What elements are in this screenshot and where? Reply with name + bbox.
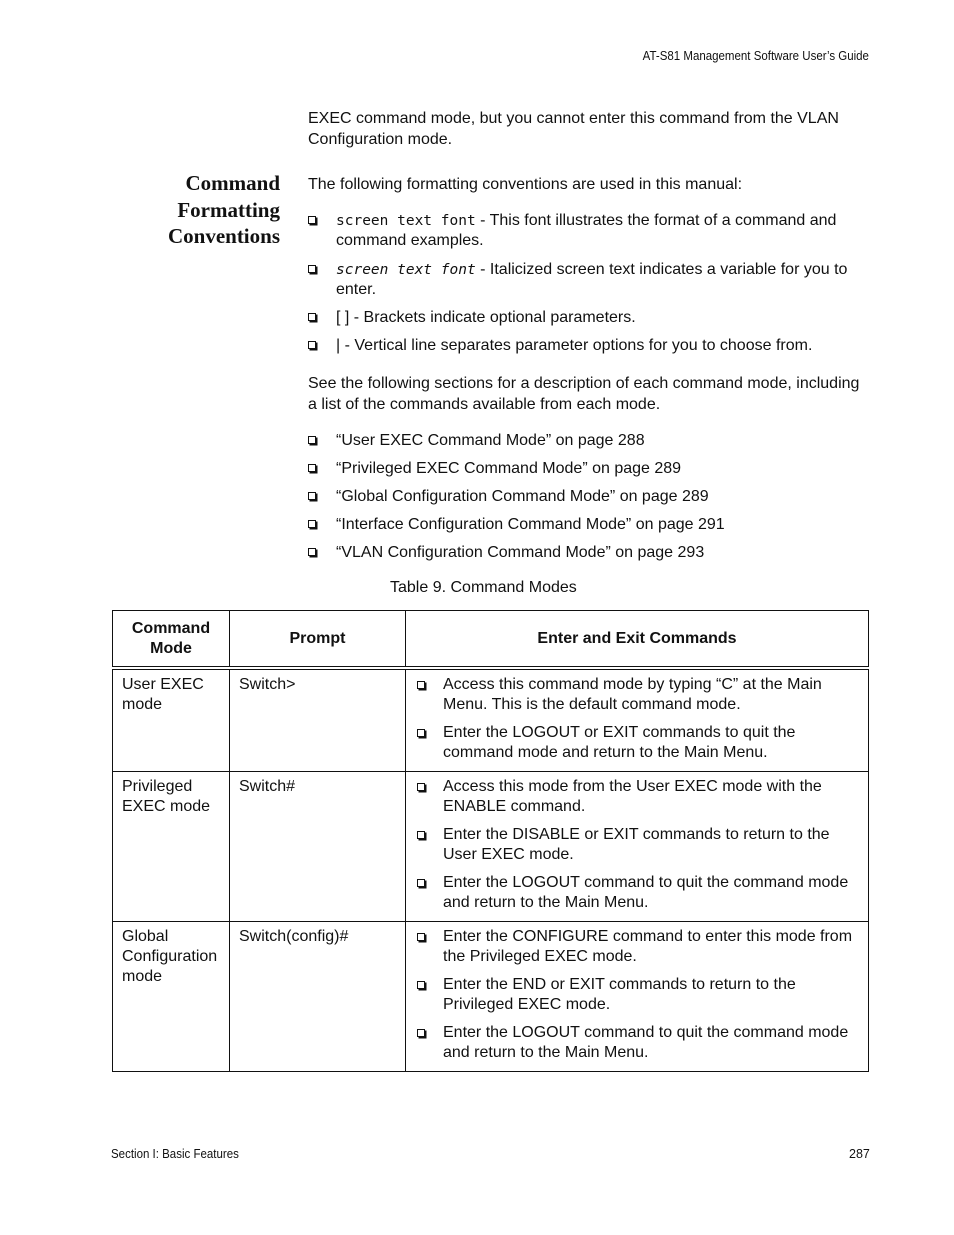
section-heading-line: Conventions xyxy=(167,224,280,248)
checkbox-bullet-icon xyxy=(308,341,316,349)
command-item xyxy=(415,675,860,715)
convention-desc: - Italicized screen text indicates a variable for you to enter. xyxy=(336,261,848,298)
cross-reference-link[interactable]: “Privileged EXEC Command Mode” on page 289 xyxy=(336,460,682,477)
footer-section: Section I: Basic Features xyxy=(111,1147,239,1161)
checkbox-bullet-icon xyxy=(417,831,425,839)
column-header-mode xyxy=(113,611,230,669)
checkbox-bullet-icon xyxy=(417,681,425,689)
checkbox-bullet-icon xyxy=(417,729,425,737)
mode-cell: Privileged EXEC mode xyxy=(113,772,230,922)
checkbox-bullet-icon xyxy=(308,313,316,321)
prompt-cell: Switch(config)# xyxy=(230,922,406,1072)
cross-reference-link[interactable]: “User EXEC Command Mode” on page 288 xyxy=(336,432,645,449)
command-item xyxy=(415,927,860,967)
mode-cell: Global Configuration mode xyxy=(113,922,230,1072)
convention-desc: [ ] - Brackets indicate optional parameters. xyxy=(336,309,636,326)
commands-cell xyxy=(406,772,869,922)
command-text: Enter the DISABLE or EXIT commands to return to the User EXEC mode. xyxy=(443,826,830,863)
command-item xyxy=(415,777,860,817)
section-lead: The following formatting conventions are used in this manual: xyxy=(308,176,743,193)
command-item xyxy=(415,873,860,913)
checkbox-bullet-icon xyxy=(308,520,316,528)
checkbox-bullet-icon xyxy=(308,436,316,444)
cross-reference-item xyxy=(308,515,868,535)
command-text: Enter the LOGOUT or EXIT commands to quit the command mode and return to the Main Menu. xyxy=(443,724,796,761)
convention-sample: screen text font xyxy=(336,262,476,278)
page-number: 287 xyxy=(849,1147,870,1161)
commands-cell xyxy=(406,922,869,1072)
convention-item xyxy=(308,211,868,251)
cross-reference-item xyxy=(308,543,868,563)
checkbox-bullet-icon xyxy=(417,933,425,941)
cross-reference-item xyxy=(308,459,868,479)
checkbox-bullet-icon xyxy=(417,879,425,887)
header-text: Mode xyxy=(150,639,192,657)
prompt-cell: Switch> xyxy=(230,668,406,772)
column-header-prompt: Prompt xyxy=(230,611,406,669)
convention-sample: screen text font xyxy=(336,213,476,229)
cross-reference-link[interactable]: “Interface Configuration Command Mode” on page 291 xyxy=(336,516,725,533)
table-row xyxy=(113,772,869,922)
command-text: Access this command mode by typing “C” at the Main Menu. This is the default command mode. xyxy=(443,676,822,713)
section-heading-line: Command xyxy=(185,171,280,195)
see-also-paragraph: See the following sections for a description of each command mode, including a list of the commands available from each mode. xyxy=(308,375,860,413)
checkbox-bullet-icon xyxy=(308,216,316,224)
table-caption: Table 9. Command Modes xyxy=(390,579,577,596)
column-header-commands: Enter and Exit Commands xyxy=(406,611,869,669)
table-header-row xyxy=(113,611,869,669)
section-heading xyxy=(80,170,280,250)
table-row xyxy=(113,668,869,772)
convention-item xyxy=(308,308,868,328)
checkbox-bullet-icon xyxy=(417,981,425,989)
cross-reference-link[interactable]: “VLAN Configuration Command Mode” on page 293 xyxy=(336,544,705,561)
running-header: AT-S81 Management Software User’s Guide xyxy=(642,49,869,63)
convention-item xyxy=(308,336,868,356)
prompt-cell: Switch# xyxy=(230,772,406,922)
checkbox-bullet-icon xyxy=(417,783,425,791)
header-text: Command xyxy=(131,619,211,637)
commands-cell xyxy=(406,668,869,772)
command-item xyxy=(415,1023,860,1063)
convention-desc: | - Vertical line separates parameter options for you to choose from. xyxy=(336,337,813,354)
cross-reference-link[interactable]: “Global Configuration Command Mode” on page 289 xyxy=(336,488,709,505)
checkbox-bullet-icon xyxy=(308,265,316,273)
command-text: Enter the LOGOUT command to quit the command mode and return to the Main Menu. xyxy=(443,874,849,911)
command-modes-table xyxy=(112,610,869,1072)
checkbox-bullet-icon xyxy=(308,464,316,472)
command-text: Enter the CONFIGURE command to enter this mode from the Privileged EXEC mode. xyxy=(443,928,853,965)
checkbox-bullet-icon xyxy=(308,548,316,556)
intro-paragraph: EXEC command mode, but you cannot enter this command from the VLAN Configuration mode. xyxy=(308,110,839,148)
cross-reference-item xyxy=(308,487,868,507)
convention-item xyxy=(308,260,868,300)
command-item xyxy=(415,975,860,1015)
command-text: Access this mode from the User EXEC mode with the ENABLE command. xyxy=(443,778,822,815)
command-item xyxy=(415,825,860,865)
command-text: Enter the END or EXIT commands to return to the Privileged EXEC mode. xyxy=(443,976,796,1013)
table-row xyxy=(113,922,869,1072)
convention-desc: - This font illustrates the format of a command and command examples. xyxy=(336,212,837,249)
cross-reference-item xyxy=(308,431,868,451)
command-text: Enter the LOGOUT command to quit the command mode and return to the Main Menu. xyxy=(443,1024,849,1061)
mode-cell: User EXEC mode xyxy=(113,668,230,772)
command-item xyxy=(415,723,860,763)
checkbox-bullet-icon xyxy=(308,492,316,500)
section-heading-line: Formatting xyxy=(177,197,280,222)
checkbox-bullet-icon xyxy=(417,1029,425,1037)
